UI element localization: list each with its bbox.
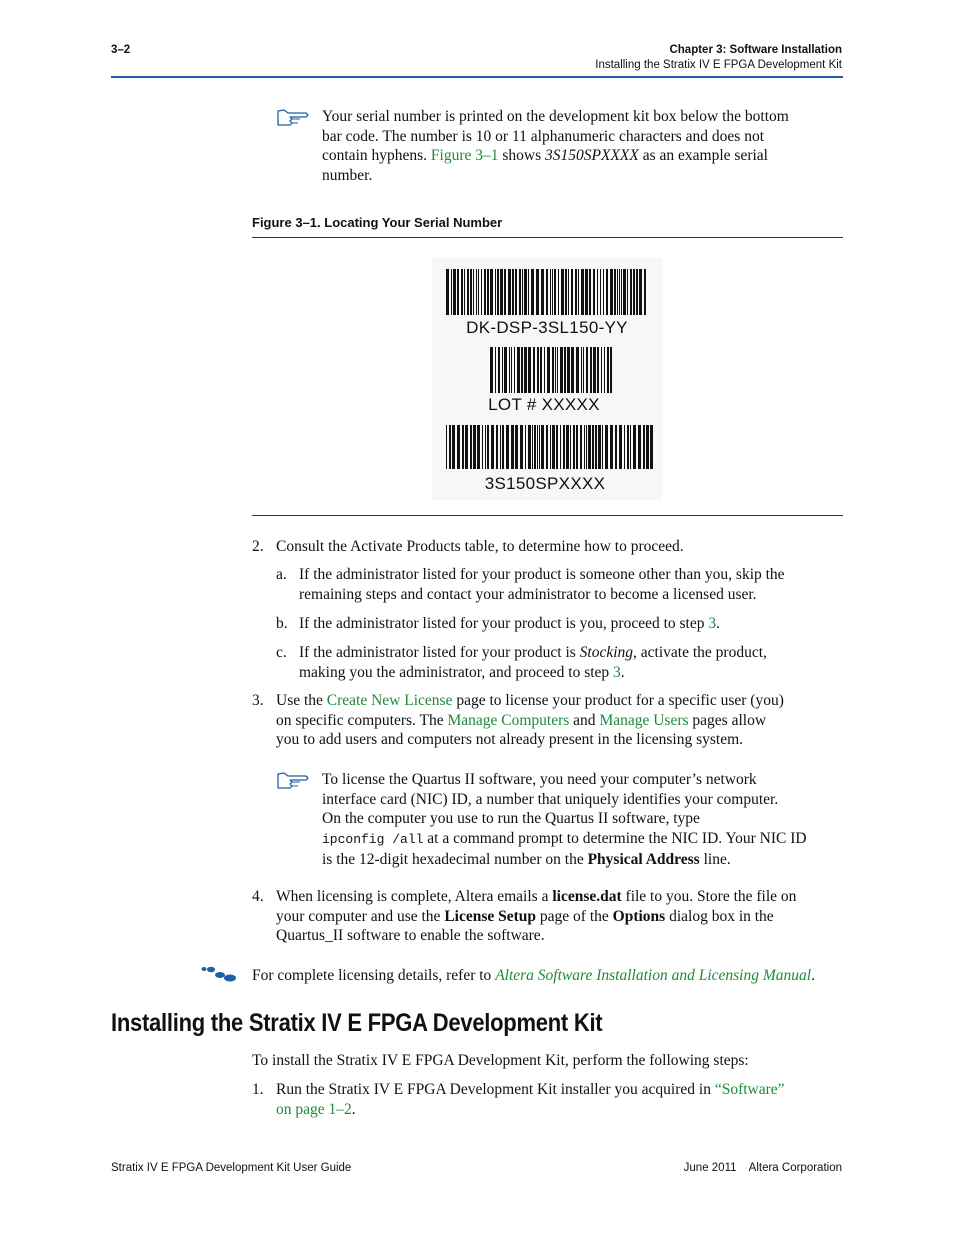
note-nic-id: To license the Quartus II software, you need your computer’s network interface card (NIC) ID, a number that uniquely identifies your computer. On the computer you use to run the Quartus II software, type ipconfig /all at a command prompt to determine the NIC ID. Your NIC ID is the 12-digit hexadecimal number on the Physical Address line. xyxy=(322,771,807,868)
substep-letter: c. xyxy=(276,644,287,661)
substep-letter: b. xyxy=(276,615,288,632)
step-3-text: Use the Create New License page to license your product for a specific user (you) on specific computers. The Manage Computers and Manage Users pages allow you to add users and computers not already present in the licensing system. xyxy=(276,692,784,749)
footer-date-company: June 2011 Altera Corporation xyxy=(683,1162,842,1174)
step-number: 3. xyxy=(252,692,264,709)
barcode-label-serial: 3S150SPXXXX xyxy=(484,474,606,493)
page-number: 3–2 xyxy=(111,44,131,56)
step-3-link[interactable]: 3 xyxy=(708,615,717,632)
footer-guide-title: Stratix IV E FPGA Development Kit User Guide xyxy=(111,1162,352,1174)
barcode-2 xyxy=(490,347,614,393)
header-chapter: Chapter 3: Software Installation xyxy=(669,44,842,56)
figure-caption: Figure 3–1. Locating Your Serial Number xyxy=(252,215,503,230)
step-number: 4. xyxy=(252,888,264,905)
pointing-hand-note-icon xyxy=(276,771,310,791)
barcode-1 xyxy=(446,269,650,315)
figure-rule-top xyxy=(252,237,843,238)
step-number: 2. xyxy=(252,538,264,555)
licensing-manual-link[interactable]: Altera Software Installation and Licensing Manual xyxy=(495,967,812,984)
substep-letter: a. xyxy=(276,566,287,583)
section-heading: Installing the Stratix IV E FPGA Development Kit xyxy=(111,1009,603,1037)
figure-rule-bottom xyxy=(252,515,843,516)
figure-3-1-link[interactable]: Figure 3–1 xyxy=(430,147,499,165)
header-section: Installing the Stratix IV E FPGA Development Kit xyxy=(595,59,842,71)
substep-b: If the administrator listed for your product is you, proceed to step 3. xyxy=(299,615,720,632)
pointing-hand-note-icon xyxy=(276,108,310,128)
step-2-text: Consult the Activate Products table, to determine how to proceed. xyxy=(276,538,684,555)
create-new-license-link[interactable]: Create New License xyxy=(326,692,453,709)
footprints-reference-icon xyxy=(200,965,240,983)
substep-c: If the administrator listed for your product is Stocking, activate the product, making you the administrator, and proceed to step 3. xyxy=(299,644,767,681)
substep-a: If the administrator listed for your product is someone other than you, skip the remaining steps and contact your administrator to become a licensed user. xyxy=(299,566,785,603)
step-3-link[interactable]: 3 xyxy=(613,663,621,681)
install-step-1: Run the Stratix IV E FPGA Development Kit installer you acquired in “Software” on page 1–2. xyxy=(276,1081,785,1118)
barcode-label-image xyxy=(432,258,662,500)
step-4-text: When licensing is complete, Altera emails a license.dat file to you. Store the file on your computer and use the License Setup page of the Options dialog box in the Quartus_II software to enable the software. xyxy=(276,888,797,945)
manage-users-link[interactable]: Manage Users xyxy=(599,711,689,729)
barcode-3 xyxy=(446,425,654,469)
command-code: ipconfig /all xyxy=(322,832,424,848)
barcode-label-lot: LOT # XXXXX xyxy=(488,395,600,414)
software-section-link[interactable]: “Software” xyxy=(714,1081,785,1098)
licensing-reference: For complete licensing details, refer to Altera Software Installation and Licensing Manual. xyxy=(252,967,815,984)
manage-computers-link[interactable]: Manage Computers xyxy=(447,711,570,729)
note-serial-number: Your serial number is printed on the development kit box below the bottom bar code. The number is 10 or 11 alphanumeric characters and does not contain hyphens. Figure 3–1 shows 3S150SPXXXX as an example serial number. xyxy=(322,108,789,185)
step-number: 1. xyxy=(252,1081,264,1098)
header-rule xyxy=(111,76,843,78)
page-1-2-link[interactable]: on page 1–2 xyxy=(276,1100,352,1118)
barcode-label-part: DK-DSP-3SL150-YY xyxy=(466,318,628,337)
section-intro: To install the Stratix IV E FPGA Development Kit, perform the following steps: xyxy=(252,1052,749,1069)
